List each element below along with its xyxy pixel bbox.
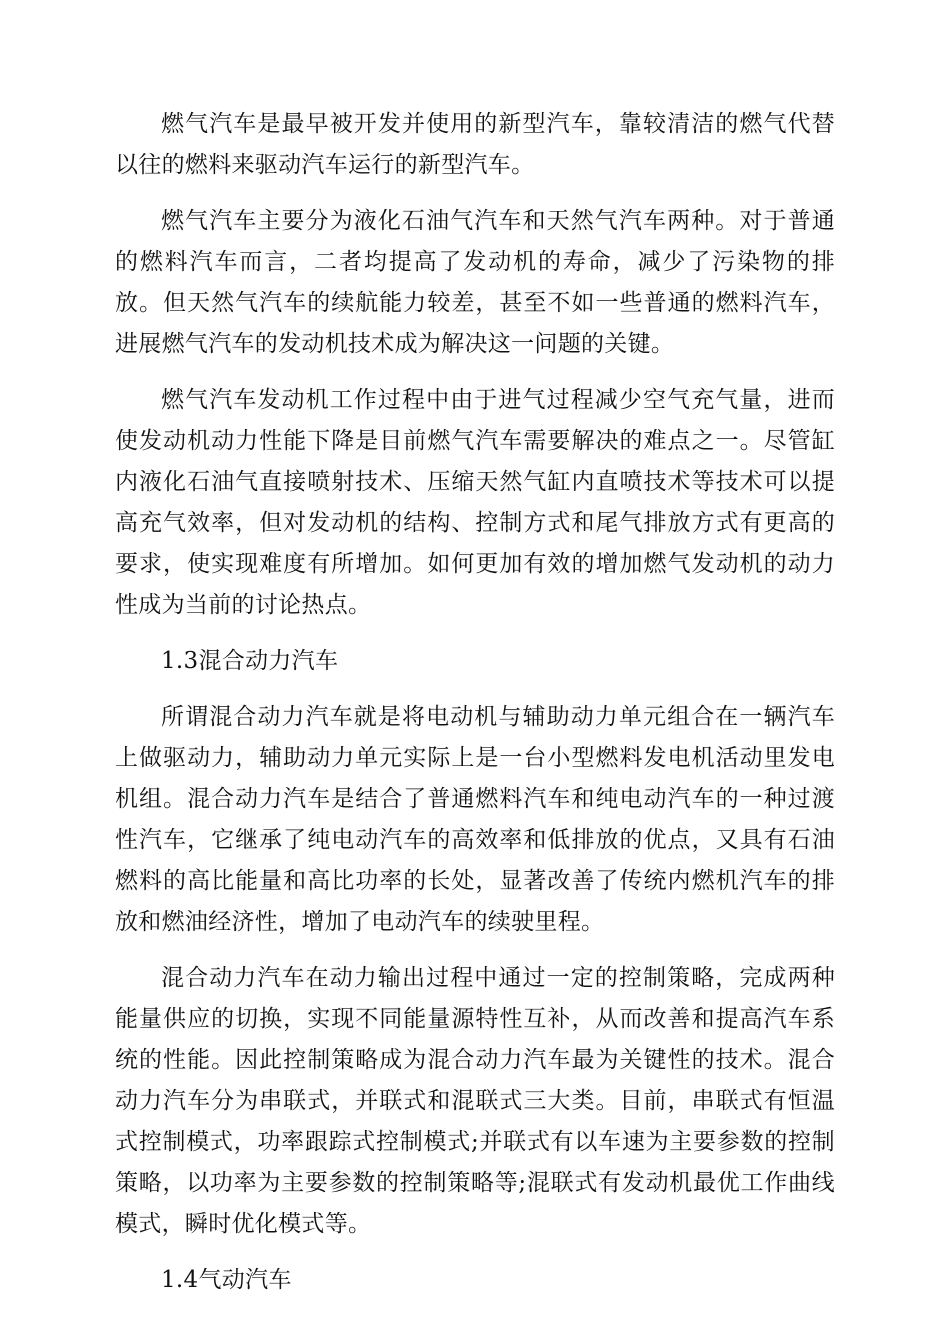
paragraph-gas-vehicle-types: 燃气汽车主要分为液化石油气汽车和天然气汽车两种。对于普通的燃料汽车而言，二者均提高了发动机的寿命，减少了污染物的排放。但天然气汽车的续航能力较差，甚至不如一些普通的燃料汽车，进展燃气汽车的发动机技术成为解决这一问题的关键。 (115, 208, 835, 357)
paragraph-gas-vehicle-intro: 燃气汽车是最早被开发并使用的新型汽车，靠较清洁的燃气代替以往的燃料来驱动汽车运行的新型汽车。 (115, 111, 835, 178)
paragraph-gas-engine-challenges: 燃气汽车发动机工作过程中由于进气过程减少空气充气量，进而使发动机动力性能下降是目前燃气汽车需要解决的难点之一。尽管缸内液化石油气直接喷射技术、压缩天然气缸内直喷技术等技术可以提高充气效率，但对发动机的结构、控制方式和尾气排放方式有更高的要求，使实现难度有所增加。如何更加有效的增加燃气发动机的动力性成为当前的讨论热点。 (115, 387, 835, 618)
paragraph-hybrid-definition: 所谓混合动力汽车就是将电动机与辅助动力单元组合在一辆汽车上做驱动力，辅助动力单元实际上是一台小型燃料发电机活动里发电机组。混合动力汽车是结合了普通燃料汽车和纯电动汽车的一种过渡性汽车，它继承了纯电动汽车的高效率和低排放的优点，又具有石油燃料的高比能量和高比功率的长处，显著改善了传统内燃机汽车的排放和燃油经济性，增加了电动汽车的续驶里程。 (115, 704, 835, 935)
document-body (115, 104, 835, 1301)
section-heading-1-3: 1.3混合动力汽车 (161, 648, 339, 674)
paragraph-hybrid-control-strategy: 混合动力汽车在动力输出过程中通过一定的控制策略，完成两种能量供应的切换，实现不同能量源特性互补，从而改善和提高汽车系统的性能。因此控制策略成为混合动力汽车最为关键性的技术。混合动力汽车分为串联式，并联式和混联式三大类。目前，串联式有恒温式控制模式，功率跟踪式控制模式;并联式有以车速为主要参数的控制策略，以功率为主要参数的控制策略等;混联式有发动机最优工作曲线模式，瞬时优化模式等。 (115, 965, 835, 1237)
section-heading-1-4: 1.4气动汽车 (161, 1267, 292, 1293)
